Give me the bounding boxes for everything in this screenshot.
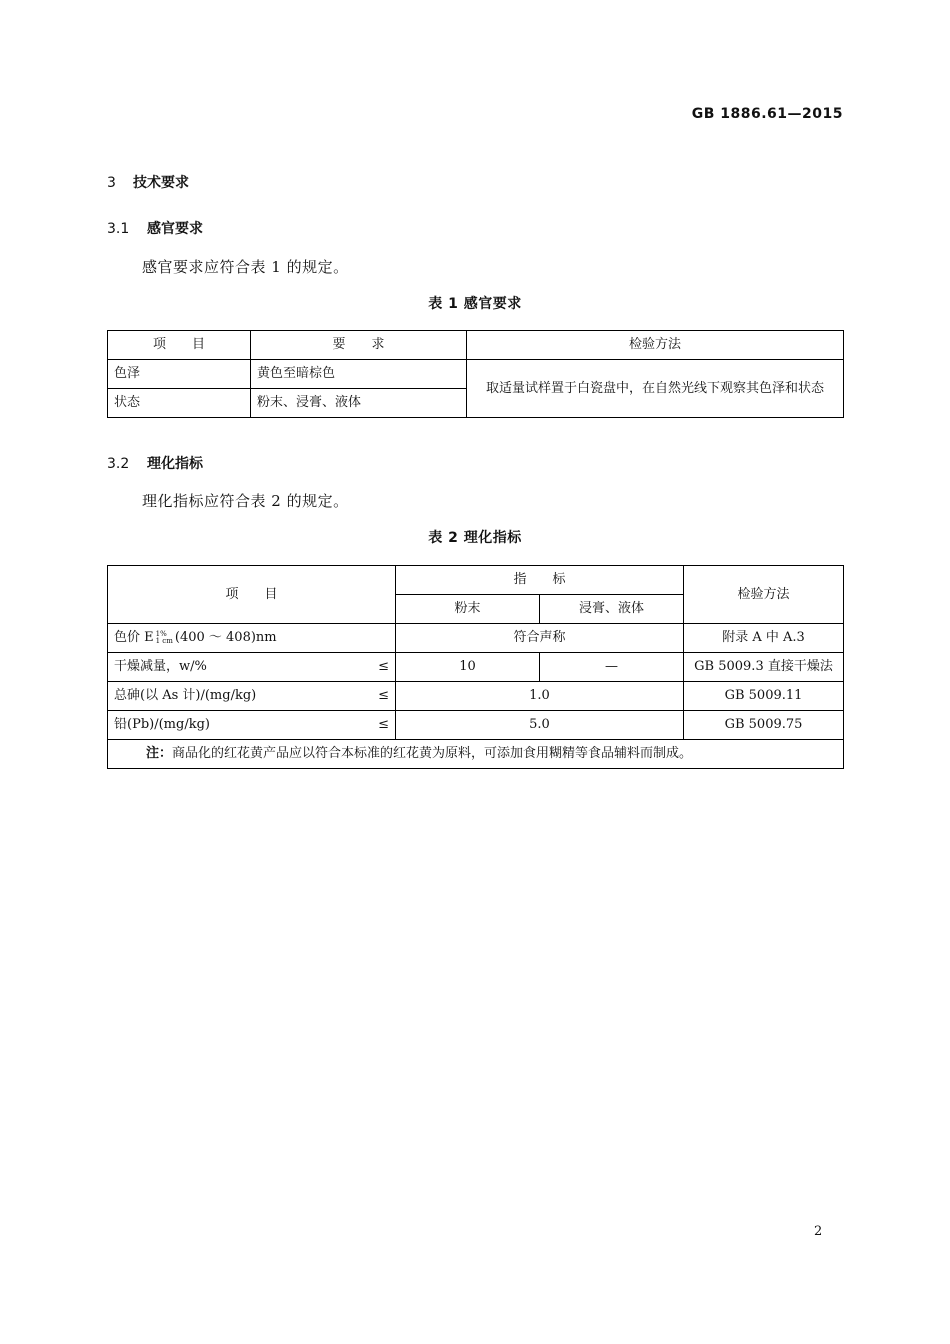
table-row	[108, 624, 844, 653]
table-1-caption: 表 1 感官要求	[428, 296, 522, 312]
table-cell: 附录 A 中 A.3	[684, 624, 844, 653]
le-symbol: ≤	[378, 659, 389, 674]
table-cell	[108, 624, 396, 653]
table-cell: 取适量试样置于白瓷盘中，在自然光线下观察其色泽和状态	[467, 360, 844, 418]
table-header-cell: 指 标	[396, 566, 684, 595]
subscript-superscript	[156, 631, 173, 645]
table-cell	[108, 682, 396, 711]
table-cell: 黄色至暗棕色	[251, 360, 467, 389]
section-3-2-paragraph: 理化指标应符合表 2 的规定。	[142, 492, 349, 510]
table-cell: —	[540, 653, 684, 682]
table-2-physicochemical	[107, 565, 844, 769]
table-row	[108, 711, 844, 740]
subscript: 1 cm	[155, 636, 173, 645]
table-cell	[108, 653, 396, 682]
table-cell: 1.0	[396, 682, 684, 711]
section-number: 3	[107, 175, 116, 191]
page-number: 2	[814, 1224, 823, 1239]
table-note	[108, 740, 844, 769]
section-number: 3.1	[107, 221, 130, 237]
table-header-cell: 项 目	[108, 566, 396, 624]
section-title: 技术要求	[133, 175, 189, 191]
table-header-cell: 粉末	[396, 595, 540, 624]
table-row	[108, 682, 844, 711]
table-cell: 色泽	[108, 360, 251, 389]
table-cell: 符合声称	[396, 624, 684, 653]
table-header-cell: 检验方法	[467, 331, 844, 360]
table-header-cell: 项 目	[108, 331, 251, 360]
table-row	[108, 653, 844, 682]
note-label: 注：	[146, 746, 173, 761]
section-title: 理化指标	[147, 456, 203, 472]
item-text: 总砷(以 As 计)/(mg/kg)	[114, 688, 257, 703]
section-3-1-paragraph: 感官要求应符合表 1 的规定。	[142, 258, 349, 276]
table-cell: GB 5009.11	[684, 682, 844, 711]
note-text: 商品化的红花黄产品应以符合本标准的红花黄为原料，可添加食用糊精等食品辅料而制成。	[172, 746, 693, 761]
table-cell: 5.0	[396, 711, 684, 740]
section-number: 3.2	[107, 456, 130, 472]
table-2-caption: 表 2 理化指标	[428, 530, 522, 546]
item-text: 色价 E	[114, 630, 154, 645]
table-header-cell: 浸膏、液体	[540, 595, 684, 624]
table-header-cell: 要 求	[251, 331, 467, 360]
table-row	[108, 331, 844, 360]
table-cell: 粉末、浸膏、液体	[251, 389, 467, 418]
table-1-sensory	[107, 330, 844, 418]
section-3-1-heading	[107, 218, 203, 238]
table-row	[108, 740, 844, 769]
superscript: 1%	[155, 629, 167, 638]
item-text: 铅(Pb)/(mg/kg)	[114, 717, 210, 732]
table-row	[108, 566, 844, 595]
table-cell: 状态	[108, 389, 251, 418]
table-cell	[108, 711, 396, 740]
le-symbol: ≤	[378, 717, 389, 732]
table-cell: 10	[396, 653, 540, 682]
item-text: 干燥减量，w/%	[114, 659, 207, 674]
table-cell: GB 5009.3 直接干燥法	[684, 653, 844, 682]
section-title: 感官要求	[147, 221, 203, 237]
item-text: (400 ～ 408)nm	[174, 630, 277, 645]
standard-number: GB 1886.61—2015	[691, 106, 843, 122]
section-3-2-heading	[107, 453, 203, 473]
table-cell: GB 5009.75	[684, 711, 844, 740]
table-header-cell: 检验方法	[684, 566, 844, 624]
le-symbol: ≤	[378, 688, 389, 703]
section-3-heading	[107, 172, 189, 192]
table-row	[108, 360, 844, 389]
